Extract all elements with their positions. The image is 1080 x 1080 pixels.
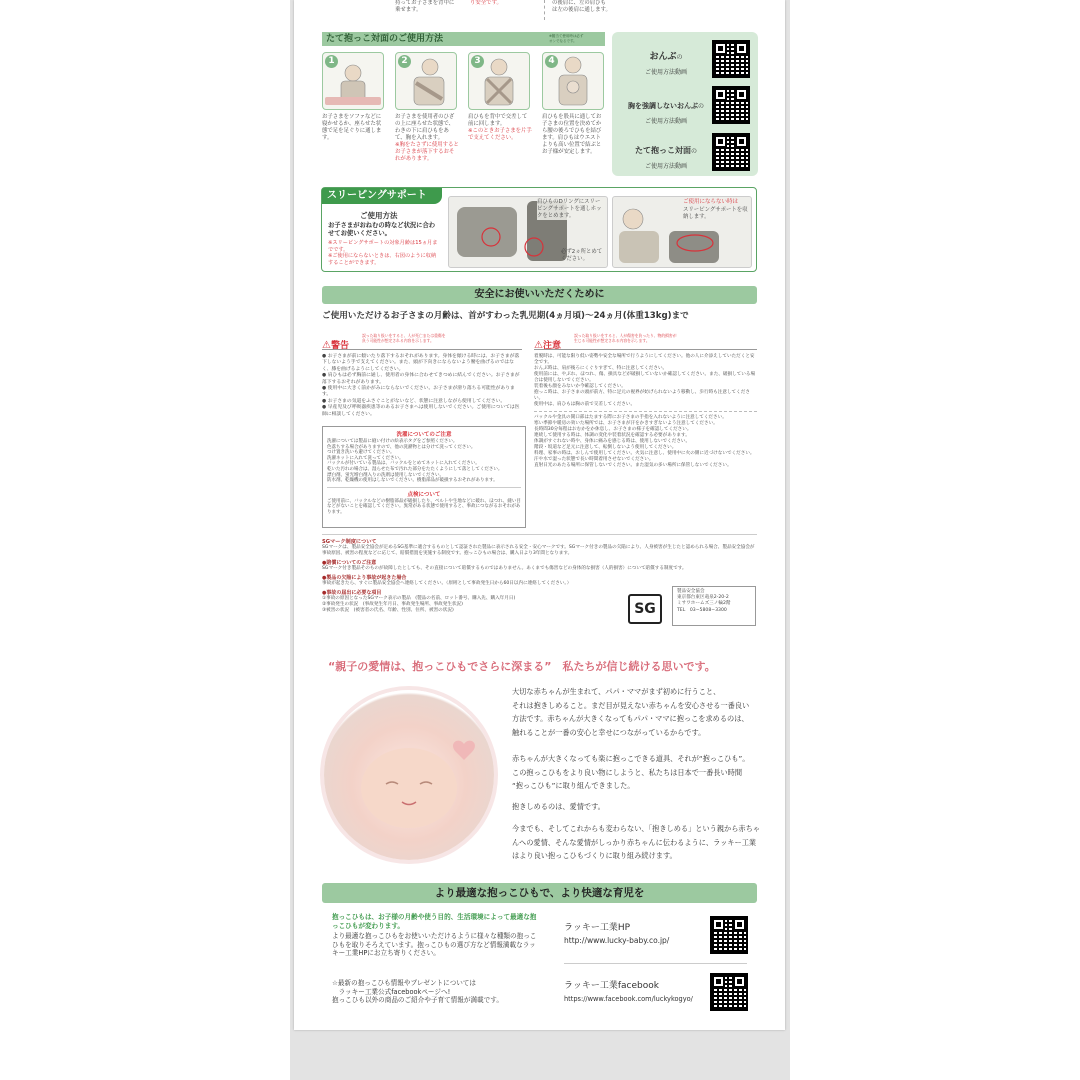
top-fragment-b: り安全です。 xyxy=(470,0,502,6)
facebook-title: ラッキー工業facebook xyxy=(564,981,659,991)
sleeping-how: ご使用方法 xyxy=(360,211,398,220)
top-fragment-c: の後肩に、左の肩ひも は左の後肩に通します。 xyxy=(552,0,611,13)
qr-item-suffix: の xyxy=(690,148,697,155)
warning-header xyxy=(322,333,522,350)
sg-text: SGマーク付き製品そのものが故障したとしても、その直接について賠償するものではありません。あくまでも傷害などの身体的な損害（人的損害）について賠償する制度です。 xyxy=(322,566,687,571)
sg-text: 事故が起きたら、すぐに製品安全協会へ連絡してください。（原則として事故発生日から60日以内に連絡してください。） xyxy=(322,581,572,586)
sleeping-desc: お子さまがおねむの時など状況に合わせてお使いください。 xyxy=(328,222,436,237)
sg-heading: ●事故の届出に必要な項目 xyxy=(322,590,382,596)
story-paragraph-3: 抱きしめるのは、愛情です。 xyxy=(512,802,605,811)
sleeping-caption-4: スリーピングサポートを収納します。 xyxy=(683,207,748,220)
warning-item-text: 早産児及び呼吸器疾患等のあるお子さまへは使用しないでください。ご使用については医師に相談してください。 xyxy=(322,405,520,417)
qr-item-title: 胸を強調しないおんぶ xyxy=(627,102,698,110)
sg-heading: ●賠償についてのご注意 xyxy=(322,560,377,566)
wash-item: 防水剤、乾燥機の使用はしないでください。樹脂部品が破損するおそれがあります。 xyxy=(327,478,498,484)
warning-item-text: お子さまが前に傾いたり落下するおそれがあります。身体を傾ける時には、お子さまが落下しないよう手で支えてください。また、頭が下向きにならないよう腰を曲げるのではなく、膝を曲げるようにしてください。 xyxy=(322,354,520,372)
sleeping-support-box xyxy=(321,187,757,272)
caution-triangle-icon: ⚠ xyxy=(534,340,543,351)
warning-note: 誤った取り扱いをすると、人が死亡または重傷を 負う可能性が想定される内容を示します。 xyxy=(362,333,446,343)
divider xyxy=(544,0,545,20)
warning-label: 警告 xyxy=(330,341,349,351)
warning-item-text: 肩ひもは必ず胸前に通し、使用者の身体に合わせてきつめに結んでください。お子さまが落下するおそれがあります。 xyxy=(322,373,520,385)
step-3-warning: ※このときお子さまを片手で支えてください。 xyxy=(468,128,532,141)
step-2-main: お子さまを使用者のひざの上に座らせた状態で、わきの下に肩ひもをあて、胸を入れます。 xyxy=(395,114,455,141)
baby-photo xyxy=(324,690,494,860)
qr-code-icon[interactable] xyxy=(714,135,748,169)
step-3-main: 肩ひもを背中で交差して前に回します。 xyxy=(468,114,528,127)
step-1-text: お子さまをソファなどに寝かせるか、座らせた状態で足を足ぐりに通します。 xyxy=(322,114,382,141)
bottom-text-2: ☆最新の抱っこひも情報やプレゼントについては ラッキー工業公式facebookページへ! 抱っこひも以外の商品のご紹介や子育て情報が満載です。 xyxy=(332,979,503,1004)
wash-item: つけ置き洗いも避けてください。 xyxy=(327,450,395,456)
qr-item-suffix: の xyxy=(676,54,683,61)
section-title: たて抱っこ対面のご使用方法 xyxy=(326,34,444,44)
qr-item-sub: ご使用方法動画 xyxy=(644,163,687,170)
warning-item: ● お子さまが前に傾いたり落下するおそれがあります。身体を傾ける時には、お子さまが落下しないよう手で支えてください。また、頭が下向きにならないよう腰を曲げるのではなく、膝を曲げるようにしてください。 xyxy=(322,354,520,372)
hp-url-link[interactable]: http://www.lucky-baby.co.jp/ xyxy=(564,936,670,945)
sg-heading: SGマーク制度について xyxy=(322,539,377,545)
hp-title: ラッキー工業HP xyxy=(564,923,631,933)
qr-code-icon[interactable] xyxy=(714,42,748,76)
warning-item: ● 肩ひもは必ず胸前に通し、使用者の身体に合わせてきつめに結んでください。お子さまが落下するおそれがあります。 xyxy=(322,373,520,385)
qr-item-title: おんぶ xyxy=(649,52,677,62)
section-note: ※腰当て使用時は必ず オンでなるです。 xyxy=(549,34,584,43)
sg-logo: SG xyxy=(628,594,662,624)
caution-divider xyxy=(534,411,757,412)
sleeping-caption-2: 必ず2ヵ所とめてください。 xyxy=(561,249,603,262)
caution-item: 体調がすぐれない時や、身体に痛みを感じる時は、使用しないでください。 xyxy=(534,439,691,444)
warning-triangle-icon: ⚠ xyxy=(322,340,331,351)
caution-item: 使用前には、やぶれ、ほつれ、傷、損具などが破損していないか確認してください。また、破損している場合は使用しないでください。 xyxy=(534,372,756,383)
sleeping-red-note: ※スリーピングサポートの対象月齢は15ヵ月までです。 ※ご使用にならないときは、右図のように収納することができます。 xyxy=(328,240,438,266)
qr-item-sub: ご使用方法動画 xyxy=(644,118,687,125)
story-paragraph-4: 今までも、そしてこれからも変わらない、「抱きしめる」という親から赤ちゃ んへの愛情、そんな愛情がしっかり赤ちゃんに伝わるように、ラッキー工業 はより良い抱っこひもづくりに取り組み続けます。 xyxy=(512,824,760,860)
safety-banner: 安全にお使いいただくために xyxy=(322,286,757,304)
bottom-text-1: より最適な抱っこひもをお使いいただけるように様々な種類の抱っこひもを取りそろえています。抱っこひもの選び方など情報満載なラッキー工業HPにお立ち寄りください。 xyxy=(332,932,537,957)
sleeping-title: スリーピングサポート xyxy=(322,188,442,204)
step-2-warning: ※胸をたさずに使用するとお子さまが落下するおそれがあります。 xyxy=(395,142,459,162)
caution-note: 誤った取り扱いをすると、人が傷害を負ったり、物的損害が 生じる可能性が想定される内容を示します。 xyxy=(574,333,677,343)
caution-item: 長時間30分毎程はおむかをか休息し、お子さまの様子を確認してください。 xyxy=(534,427,692,432)
step-number: 1 xyxy=(325,55,338,68)
check-title: 点検について xyxy=(327,487,521,498)
sg-heading: ●製品の欠陥により事故が起きた場合 xyxy=(322,575,407,581)
step-1-illustration xyxy=(322,52,384,110)
qr-panel xyxy=(612,32,758,176)
caution-item: 連続して使用する時は、体調の変化や装着状況を確認する必要があります。 xyxy=(534,433,690,438)
sg-address: 製品安全協会 東京都台東区竜泉2-20-2 ミサワホームズ三ノ輪2階 TEL 03−5808−3300 xyxy=(672,586,756,626)
story-quote: “親子の愛情は、抱っこひもでさらに深まる” 私たちが信じ続ける思いです。 xyxy=(328,660,716,673)
wash-item: 乾いた汚れの場合は、湿らせた布で汚れた部分をたたくようにして落としてください。 xyxy=(327,466,503,472)
qr-item-sub: ご使用方法動画 xyxy=(644,69,687,76)
caution-item: 直射日光のあたる場所に保管しないでください。また湿気の多い場所に保管しないでください。 xyxy=(534,463,732,468)
wash-item: 洗濯については製品に縫い付けの絵表示タグをご参照ください。 xyxy=(327,439,458,444)
caution-item: 階段・坂道など足元に注意して、転倒しないよう使用してください。 xyxy=(534,445,677,450)
caution-label: 注意 xyxy=(542,341,561,351)
caution-list xyxy=(534,354,757,469)
qr-item-2-label xyxy=(618,93,714,125)
warning-item: ● お子さまの気道をふさぐことがないなど、状態に注意しながら使用してください。 xyxy=(322,398,506,404)
check-text: ご使用前に、バックルなどの樹脂部品が破損したり、ベルトや生地などに破れ、ほつれ、縫い目などがないことを確認してください。異常がある状態で使用すると、事故につながるおそれがあります。 xyxy=(327,498,521,515)
caution-item: 汗や水で湿った状態で長い時間着用させないでください。 xyxy=(534,457,654,462)
warning-item: ● 早産児及び呼吸器疾患等のあるお子さまへは使用しないでください。ご使用については医師に相談してください。 xyxy=(322,405,520,417)
link-divider xyxy=(564,963,747,964)
sg-divider xyxy=(322,534,757,535)
caution-item: バックルや金具の開口部はたまする際にお子さまの手指を入れないように注意してください。 xyxy=(534,415,727,420)
warning-list xyxy=(322,354,522,418)
facebook-qr-code-icon[interactable] xyxy=(712,975,746,1009)
wash-title: 洗濯についてのご注意 xyxy=(396,432,452,438)
bottom-green-text: 抱っこひもは、お子様の月齢や使う目的、生活環境によって最適な抱っこひもが変わります。 xyxy=(332,913,537,930)
qr-item-suffix: の xyxy=(697,103,704,110)
step-number: 3 xyxy=(471,55,484,68)
warning-item: ● 使用中に大きく前かがみにならないでください。お子さまが滑り落ちる可能性があります。 xyxy=(322,386,515,398)
wash-list xyxy=(323,438,525,485)
qr-item-3-label xyxy=(618,138,714,170)
sg-text: SGマークは、製品安全協会が定めるSG基準に適合するものとして認証された製品に表示される安全・安心マークです。SGマーク付きの製品の欠陥により、人身被害が生じたと認められる場合、製品安全協会が事故原因、被害の程度などに応じて、賠償措置を実施する制度です。抱っこひもの場合は、購入日より3年間となります。 xyxy=(322,545,755,556)
top-fragment-a: 持ってお子さまを背中に 乗せます。 xyxy=(395,0,455,13)
step-2-text xyxy=(395,114,459,163)
wash-item: 色落ちする場合がありますので、他の洗濯物とは分けて洗ってください。 xyxy=(327,444,476,450)
sleeping-illustration-1 xyxy=(448,196,608,268)
caution-item: 使用中は、肩ひもは胸の前で交差してください。 xyxy=(534,402,636,407)
wash-item: 漂白剤、蛍光増白剤入りの洗剤は使用しないでください。 xyxy=(327,472,444,478)
step-number: 4 xyxy=(545,55,558,68)
sg-text: ①事故の原因となったSGマーク表示の製品 (製品の名前、ロット番号、購入先、購入年月日) ②事故発生の状況 (事故発生年月日、事故発生場所、事故発生状況) ③被害の状況 (被害者の氏名、年齢、性別、住所、被害の状況) xyxy=(322,596,516,613)
caution-item: 寒い季節や暖房の効いた場所では、お子さまが汗をかきすぎないよう注意してください。 xyxy=(534,421,718,426)
step-4-text: 肩ひもを股具に通してお子さまの位置を決めてから腰の後ろでひもを結びます。肩ひもはウエストよりも高い位置で結ぶとお子様が安定します。 xyxy=(542,114,602,155)
caution-header xyxy=(534,333,757,350)
bottom-banner: より最適な抱っこひもで、より快適な育児を xyxy=(322,883,757,903)
step-3-illustration xyxy=(468,52,530,110)
step-3-text xyxy=(468,114,532,142)
age-range: ご使用いただけるお子さまの月齢は、首がすわった乳児期(4ヵ月頃)〜24ヵ月(体重13kg)まで xyxy=(322,311,689,321)
hp-qr-code-icon[interactable] xyxy=(712,918,746,952)
wash-box xyxy=(322,426,526,528)
story-paragraph-1: 大切な赤ちゃんが生まれて、パパ・ママがまず初めに行うこと、 それは抱きしめること。まだ目が見えない赤ちゃんを安心させる一番良い 方法です。赤ちゃんが大きくなってもパパ・ママに抱っこを求めるのは、 触れることが一番の安心と幸せにつながっているからです。 xyxy=(512,687,750,737)
qr-code-icon[interactable] xyxy=(714,88,748,122)
qr-item-title: たて抱っこ対面 xyxy=(634,146,691,155)
sleeping-illustration-2 xyxy=(612,196,752,268)
caution-item: 料理、家事の時は、おしんで使用してください。火気に注意し、使用中に火の側に近づけないでください。 xyxy=(534,451,755,456)
facebook-url-link[interactable]: https://www.facebook.com/luckykogyo/ xyxy=(564,995,693,1003)
story-paragraph-2: 赤ちゃんが大きくなっても楽に抱っこできる道具、それが“抱っこひも”。 この抱っこひもをより良い物にしようと、私たちは日本で一番長い時間 “抱っこひも”に取り組んできました。 xyxy=(512,754,750,790)
wash-item: 洗濯ネットに入れて洗ってください。 xyxy=(327,455,404,461)
step-2-illustration xyxy=(395,52,457,110)
caution-item: 着脱時は、可能な限り低い姿勢や安全な場所で行うようにしてください。他の人に介添えしていただくと安全です。 xyxy=(534,354,755,365)
sleeping-caption-1: 肩ひものDリングにスリーピングサポートを通しホックをとめます。 xyxy=(537,199,605,220)
step-number: 2 xyxy=(398,55,411,68)
qr-item-1-label xyxy=(618,44,714,76)
caution-item: 抱っこ時は、お子さまの頭が前方、特に足元の視界が妨げられないよう移動し、歩行時も注意してください。 xyxy=(534,390,750,401)
wash-item: バックルが付いている製品は、バックルをとめてネットに入れてください。 xyxy=(327,461,480,467)
caution-item: おんぶ時は、肩が後ろにくぐりすぎて、特に注意してください。 xyxy=(534,366,668,371)
warning-item-text: お子さまの気道をふさぐことがないなど、状態に注意しながら使用してください。 xyxy=(327,398,506,404)
document-page xyxy=(294,0,785,1030)
warning-item-text: 使用中に大きく前かがみにならないでください。お子さまが滑り落ちる可能性があります。 xyxy=(322,386,515,398)
caution-item: 装着後も顔をみないか今確認してください。 xyxy=(534,384,626,389)
sleeping-caption-3: ご使用にならない時は xyxy=(683,199,739,205)
step-4-illustration xyxy=(542,52,604,110)
